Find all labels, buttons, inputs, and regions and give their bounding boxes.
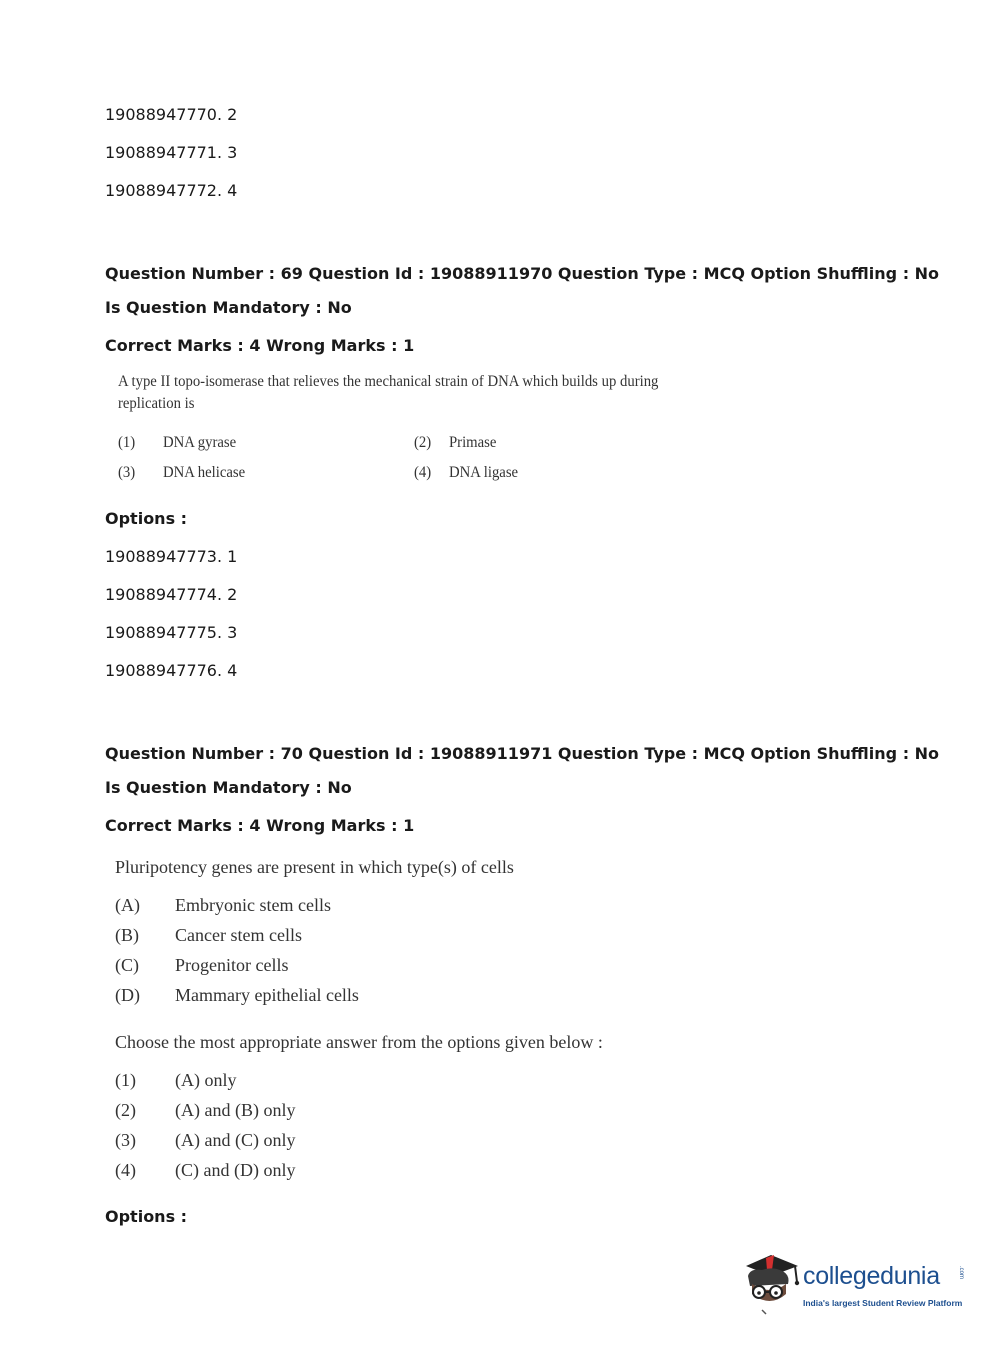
mascot-icon [740,1250,802,1320]
logo-tagline: India's largest Student Review Platform [803,1298,963,1308]
option-line: 19088947773. 1 [105,547,238,566]
logo-wordmark: collegedunia [803,1262,940,1290]
options-label: Options : [105,509,188,528]
choice-text: Primase [449,434,497,451]
options-label: Options : [105,1207,188,1226]
choice-text: (C) and (D) only [175,1160,296,1180]
statement-label: (D) [115,985,140,1005]
choice-number: (1) [118,434,136,451]
choice-number: (3) [115,1130,136,1150]
question-stem: replication is [118,395,195,412]
question-stem: Pluripotency genes are present in which type(s) of cells [115,857,514,877]
collegedunia-logo [740,1250,970,1320]
question-header: Question Number : 69 Question Id : 19088911970 Question Type : MCQ Option Shuffling : No [105,264,940,283]
question-header: Question Number : 70 Question Id : 19088911971 Question Type : MCQ Option Shuffling : No [105,744,940,763]
question-stem: A type II topo-isomerase that relieves the mechanical strain of DNA which builds up during [118,373,659,390]
choice-number: (2) [115,1100,136,1120]
choice-text: DNA ligase [449,464,519,481]
choice-number: (1) [115,1070,136,1090]
option-line: 19088947775. 3 [105,623,238,642]
option-line: 19088947770. 2 [105,105,238,124]
choice-number: (3) [118,464,136,481]
choice-text: DNA helicase [163,464,246,481]
choice-number: (4) [115,1160,136,1180]
statement-text: Mammary epithelial cells [175,985,359,1005]
question-marks: Correct Marks : 4 Wrong Marks : 1 [105,816,415,835]
question-instruction: Choose the most appropriate answer from the options given below : [115,1032,603,1052]
option-line: 19088947772. 4 [105,181,238,200]
statement-label: (C) [115,955,139,975]
option-line: 19088947776. 4 [105,661,238,680]
option-line: 19088947774. 2 [105,585,238,604]
statement-label: (B) [115,925,139,945]
choice-text: (A) only [175,1070,237,1090]
choice-text: DNA gyrase [163,434,237,451]
choice-text: (A) and (C) only [175,1130,296,1150]
choice-number: (4) [414,464,432,481]
statement-label: (A) [115,895,140,915]
logo-suffix: .com [958,1266,964,1280]
statement-text: Embryonic stem cells [175,895,331,915]
statement-text: Progenitor cells [175,955,289,975]
question-mandatory: Is Question Mandatory : No [105,778,352,797]
choice-text: (A) and (B) only [175,1100,296,1120]
question-marks: Correct Marks : 4 Wrong Marks : 1 [105,336,415,355]
statement-text: Cancer stem cells [175,925,302,945]
choice-number: (2) [414,434,432,451]
question-mandatory: Is Question Mandatory : No [105,298,352,317]
option-line: 19088947771. 3 [105,143,238,162]
